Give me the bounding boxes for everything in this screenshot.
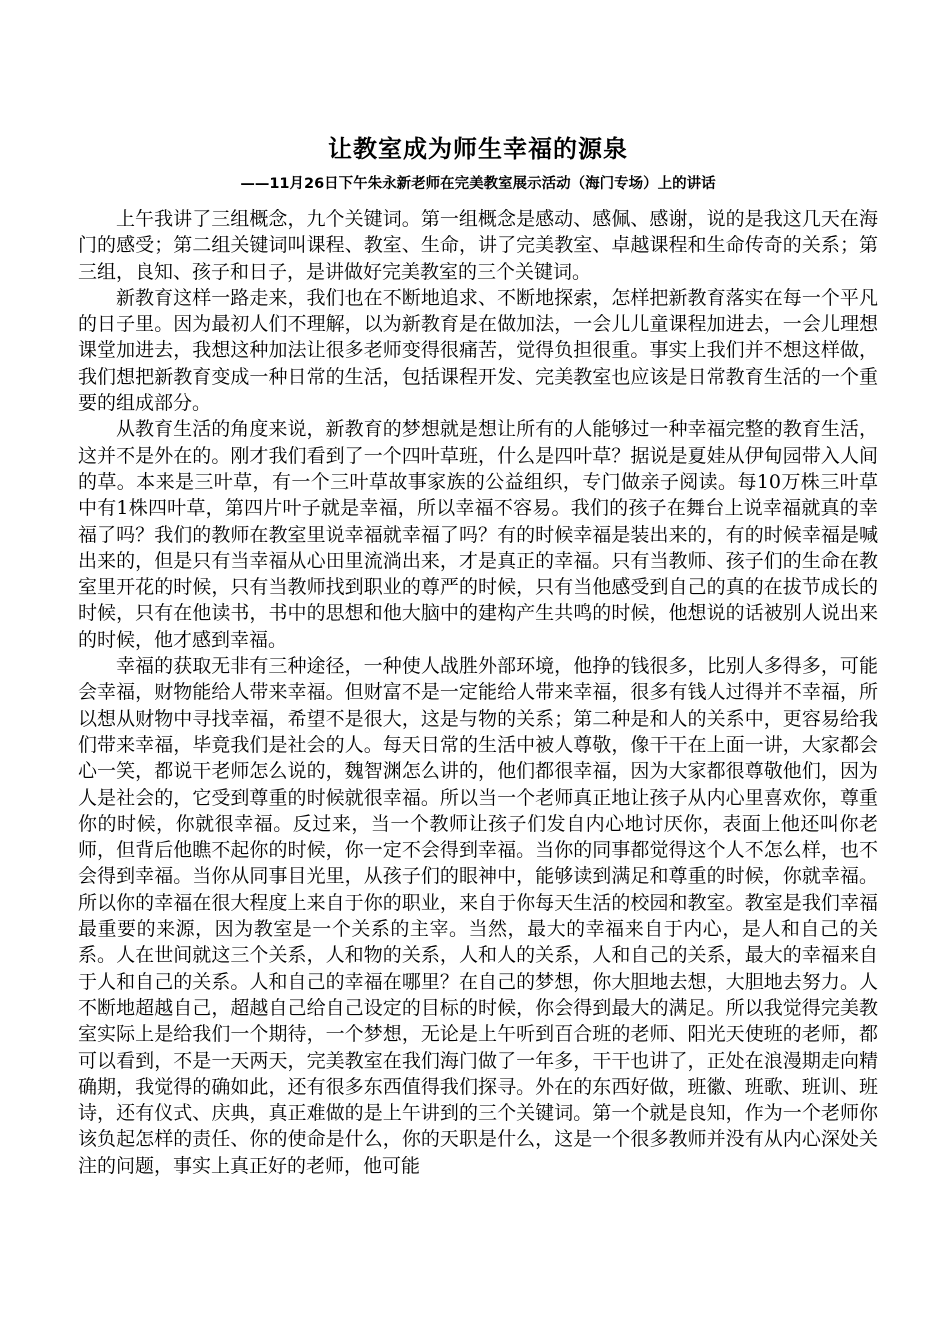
document-subtitle: ——11月26日下午朱永新老师在完美教室展示活动（海门专场）上的讲话 [240,176,716,192]
document-page [78,132,878,1179]
paragraph-4: 幸福的获取无非有三种途径，一种使人战胜外部环境，他挣的钱很多，比别人多得多，可能会幸福，财物能给人带来幸福。但财富不是一定能给人带来幸福，很多有钱人过得并不幸福，所以想从财物中寻找幸福，希望不是很大，这是与物的关系；第二种是和人的关系中，更容易给我们带来幸福，毕竟我们是社会的人。每天日常的生活中被人尊敬，像干干在上面一讲，大家都会心一笑，都说干老师怎么说的，魏智渊怎么讲的，他们都很幸福，因为大家都很尊敬他们，因为人是社会的，它受到尊重的时候就很幸福。所以当一个老师真正地让孩子从内心里喜欢你，尊重你的时候，你就很幸福。反过来，当一个教师让孩子们发自内心地讨厌你，表面上他还叫你老师，但背后他瞧不起你的时候，你一定不会得到幸福。当你的同事都觉得这个人不怎么样，也不会得到幸福。当你从同事目光里，从孩子们的眼神中，能够读到满足和尊重的时候，你就幸福。所以你的幸福在很大程度上来自于你的职业，来自于你每天生活的校园和教室。教室是我们幸福最重要的来源，因为教室是一个关系的主宰。当然，最大的幸福来自于内心，是人和自己的关系。人在世间就这三个关系，人和物的关系，人和人的关系，人和自己的关系，最大的幸福来自于人和自己的关系。人和自己的幸福在哪里？在自己的梦想，你大胆地去想，大胆地去努力。人不断地超越自己，超越自己给自己设定的目标的时候，你会得到最大的满足。所以我觉得完美教室实际上是给我们一个期待，一个梦想，无论是上午听到百合班的老师、阳光天使班的老师，都可以看到，不是一天两天，完美教室在我们海门做了一年多，干干也讲了，正处在浪漫期走向精确期，我觉得的确如此，还有很多东西值得我们探寻。外在的东西好做，班徽、班歌、班训、班诗，还有仪式、庆典，真正难做的是上午讲到的三个关键词。第一个就是良知，作为一个老师你该负起怎样的责任、你的使命是什么，你的天职是什么，这是一个很多教师并没有从内心深处关注的问题，事实上真正好的老师，他可能 [78,655,878,1177]
paragraph-3: 从教育生活的角度来说，新教育的梦想就是想让所有的人能够过一种幸福完整的教育生活，这并不是外在的。刚才我们看到了一个四叶草班，什么是四叶草？据说是夏娃从伊甸园带入人间的草。本来是三叶草，有一个三叶草故事家族的公益组织，专门做亲子阅读。每10万株三叶草中有1株四叶草，第四片叶子就是幸福，所以幸福不容易。我们的孩子在舞台上说幸福就真的幸福了吗？我们的教师在教室里说幸福就幸福了吗？有的时候幸福是装出来的，有的时候幸福是喊出来的，但是只有当幸福从心田里流淌出来，才是真正的幸福。只有当教师、孩子们的生命在教室里开花的时候，只有当教师找到职业的尊严的时候，只有当他感受到自己的真的在拔节成长的时候，只有在他读书，书中的思想和他大脑中的建构产生共鸣的时候，他想说的话被别人说出来的时候，他才感到幸福。 [78,418,878,651]
paragraph-2: 新教育这样一路走来，我们也在不断地追求、不断地探索，怎样把新教育落实在每一个平凡的日子里。因为最初人们不理解，以为新教育是在做加法，一会儿儿童课程加进去，一会儿理想课堂加进去，我想这种加法让很多老师变得很痛苦，觉得负担很重。事实上我们并不想这样做，我们想把新教育变成一种日常的生活，包括课程开发、完美教室也应该是日常教育生活的一个重要的组成部分。 [78,286,878,415]
paragraph-1: 上午我讲了三组概念，九个关键词。第一组概念是感动、感佩、感谢，说的是我这几天在海门的感受；第二组关键词叫课程、教室、生命，讲了完美教室、卓越课程和生命传奇的关系；第三组，良知、孩子和日子，是讲做好完美教室的三个关键词。 [78,208,878,283]
document-title: 让教室成为师生幸福的源泉 [328,135,628,163]
